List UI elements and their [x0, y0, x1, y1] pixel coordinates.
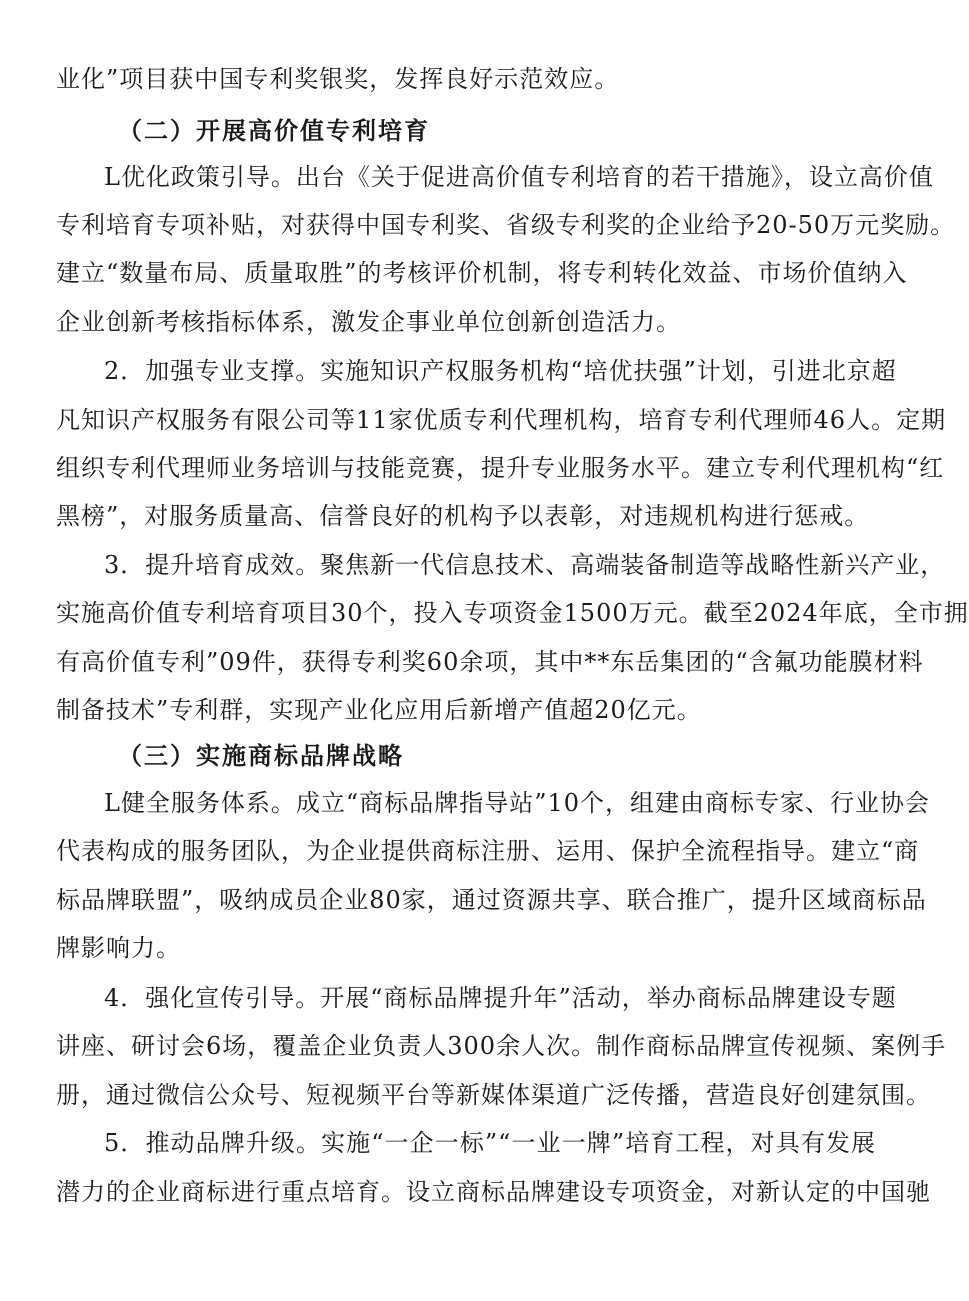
paragraph-line: 4．强化宣传引导。开展“商标品牌提升年”活动，举办商标品牌建设专题: [104, 984, 897, 1012]
paragraph-line: 册，通过微信公众号、短视频平台等新媒体渠道广泛传播，营造良好创建氛围。: [56, 1081, 931, 1109]
paragraph-line: L健全服务体系。成立“商标品牌指导站”10个，组建由商标专家、行业协会: [104, 789, 931, 817]
paragraph-line: 凡知识产权服务有限公司等11家优质专利代理机构，培育专利代理师46人。定期: [56, 406, 947, 434]
paragraph-line: 牌影响力。: [56, 934, 181, 962]
paragraph-line: 2．加强专业支撑。实施知识产权服务机构“培优扶强”计划，引进北京超: [104, 357, 897, 385]
paragraph-line: 专利培育专项补贴，对获得中国专利奖、省级专利奖的企业给予20-50万元奖励。: [56, 211, 956, 239]
paragraph-line: L优化政策引导。出台《关于促进高价值专利培育的若干措施》，设立高价值: [104, 163, 934, 191]
paragraph-line: 黑榜”，对服务质量高、信誉良好的机构予以表彰，对违规机构进行惩戒。: [56, 502, 870, 530]
paragraph-line: 标品牌联盟”，吸纳成员企业80家，通过资源共享、联合推广，提升区域商标品: [56, 886, 927, 914]
paragraph-line: 代表构成的服务团队，为企业提供商标注册、运用、保护全流程指导。建立“商: [56, 837, 920, 865]
paragraph-line: 潜力的企业商标进行重点培育。设立商标品牌建设专项资金，对新认定的中国驰: [56, 1178, 931, 1206]
paragraph-line: 讲座、研讨会6场，覆盖企业负责人300余人次。制作商标品牌宣传视频、案例手: [56, 1032, 947, 1060]
paragraph-line: 5．推动品牌升级。实施“一企一标”“一业一牌”培育工程，对具有发展: [104, 1129, 876, 1157]
paragraph-line: 有高价值专利”09件，获得专利奖60余项，其中**东岳集团的“含氟功能膜材料: [56, 648, 924, 676]
paragraph-line: 企业创新考核指标体系，激发企事业单位创新创造活力。: [56, 308, 681, 336]
paragraph-line: 3．提升培育成效。聚焦新一代信息技术、高端装备制造等战略性新兴产业，: [104, 551, 946, 579]
section-heading: （三）实施商标品牌战略: [118, 742, 404, 770]
paragraph-line: 业化”项目获中国专利奖银奖，发挥良好示范效应。: [56, 65, 620, 93]
paragraph-line: 实施高价值专利培育项目30个，投入专项资金1500万元。截至2024年底，全市拥: [56, 599, 969, 627]
paragraph-line: 制备技术”专利群，实现产业化应用后新增产值超20亿元。: [56, 696, 702, 724]
paragraph-line: 建立“数量布局、质量取胜”的考核评价机制，将专利转化效益、市场价值纳入: [56, 259, 908, 287]
paragraph-line: 组织专利代理师业务培训与技能竞赛，提升专业服务水平。建立专利代理机构“红: [56, 454, 945, 482]
section-heading: （二）开展高价值专利培育: [118, 117, 430, 145]
